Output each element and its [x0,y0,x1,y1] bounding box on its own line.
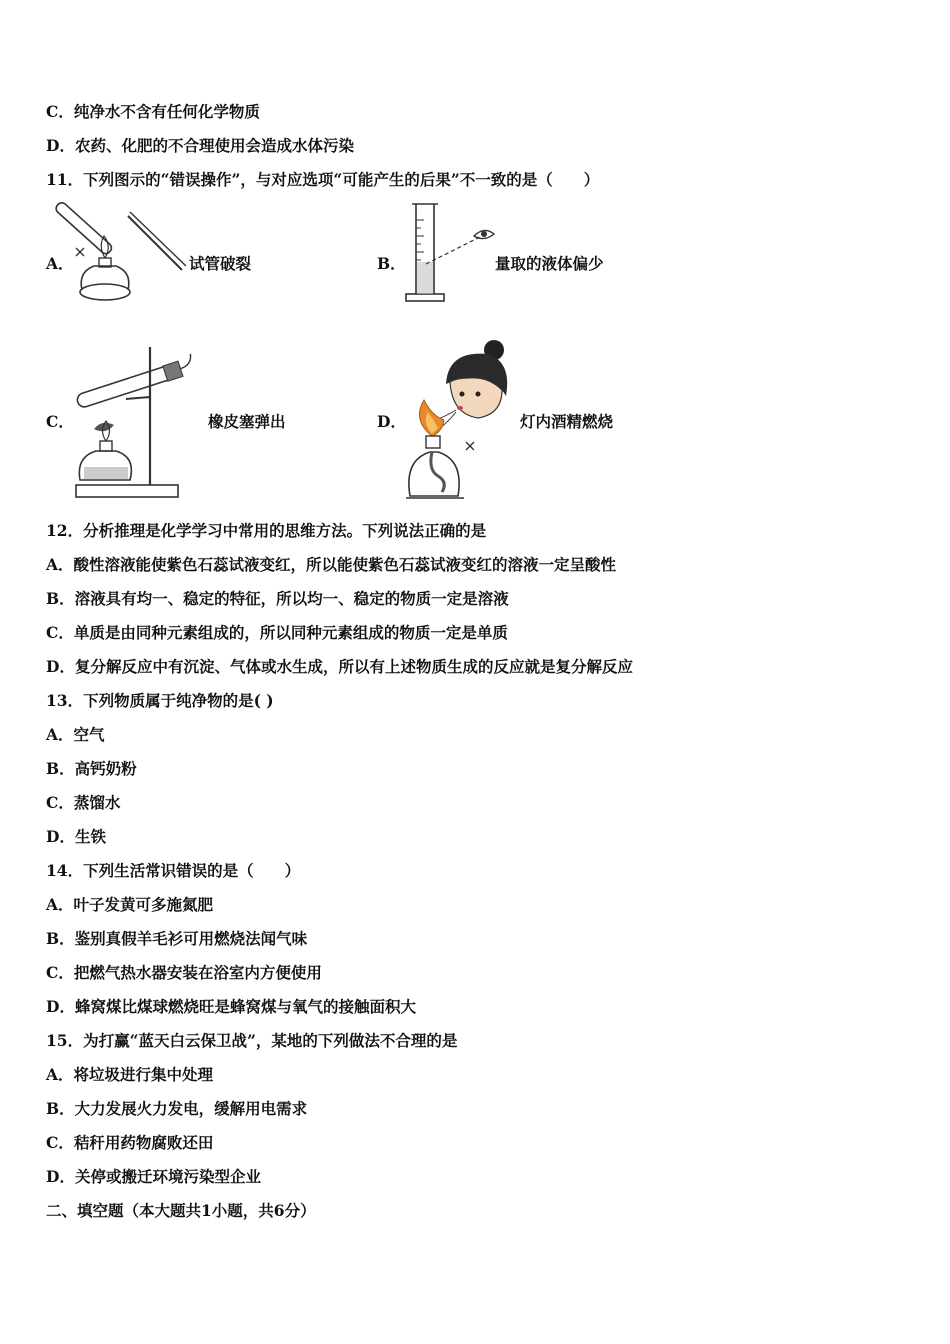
q12-option-d: D．复分解反应中有沉淀、气体或水生成，所以有上述物质生成的反应就是复分解反应 [46,657,633,676]
q11-option-c-caption: 橡皮塞弹出 [208,412,286,431]
q15-option-c: C．秸秆用药物腐败还田 [46,1133,214,1152]
q12-option-c: C．单质是由同种元素组成的，所以同种元素组成的物质一定是单质 [46,623,508,642]
q13-stem: 13．下列物质属于纯净物的是( ) [46,691,274,710]
q13-option-a: A．空气 [46,725,105,744]
blowing-out-alcohol-lamp-icon [402,336,522,504]
heating-stoppered-tube-icon [66,345,216,505]
graduated-cylinder-reading-icon [400,200,500,306]
q12-option-a: A．酸性溶液能使紫色石蕊试液变红，所以能使紫色石蕊试液变红的溶液一定呈酸性 [46,555,617,574]
q14-option-a: A．叶子发黄可多施氮肥 [46,895,214,914]
heating-test-tube-icon [70,200,190,310]
q11-option-a-label: A． [46,254,74,273]
q11-stem: 11．下列图示的“错误操作”，与对应选项“可能产生的后果”不一致的是（ ） [46,170,600,189]
q13-option-d: D．生铁 [46,827,106,846]
q14-option-b: B．鉴别真假羊毛衫可用燃烧法闻气味 [46,929,308,948]
q11-option-c-label: C． [46,412,74,431]
q15-option-a: A．将垃圾进行集中处理 [46,1065,214,1084]
q10-option-c: C．纯净水不含有任何化学物质 [46,102,260,121]
section-2-heading: 二、填空题（本大题共1小题，共6分） [46,1201,316,1220]
q13-option-b: B．高钙奶粉 [46,759,137,778]
q12-stem: 12．分析推理是化学学习中常用的思维方法。下列说法正确的是 [46,521,487,540]
q13-option-c: C．蒸馏水 [46,793,121,812]
q11-option-d-label: D． [377,412,406,431]
q15-option-d: D．关停或搬迁环境污染型企业 [46,1167,261,1186]
q14-option-d: D．蜂窝煤比煤球燃烧旺是蜂窝煤与氧气的接触面积大 [46,997,416,1016]
q11-option-d-caption: 灯内酒精燃烧 [520,412,614,431]
q14-stem: 14．下列生活常识错误的是（ ） [46,861,301,880]
q10-option-d: D．农药、化肥的不合理使用会造成水体污染 [46,136,354,155]
q11-option-b-caption: 量取的液体偏少 [495,254,604,273]
q12-option-b: B．溶液具有均一、稳定的特征，所以均一、稳定的物质一定是溶液 [46,589,509,608]
q11-option-a-caption: 试管破裂 [189,254,252,273]
q15-stem: 15．为打赢“蓝天白云保卫战”，某地的下列做法不合理的是 [46,1031,458,1050]
q14-option-c: C．把燃气热水器安装在浴室内方便使用 [46,963,322,982]
q11-option-b-label: B． [377,254,406,273]
q15-option-b: B．大力发展火力发电，缓解用电需求 [46,1099,308,1118]
